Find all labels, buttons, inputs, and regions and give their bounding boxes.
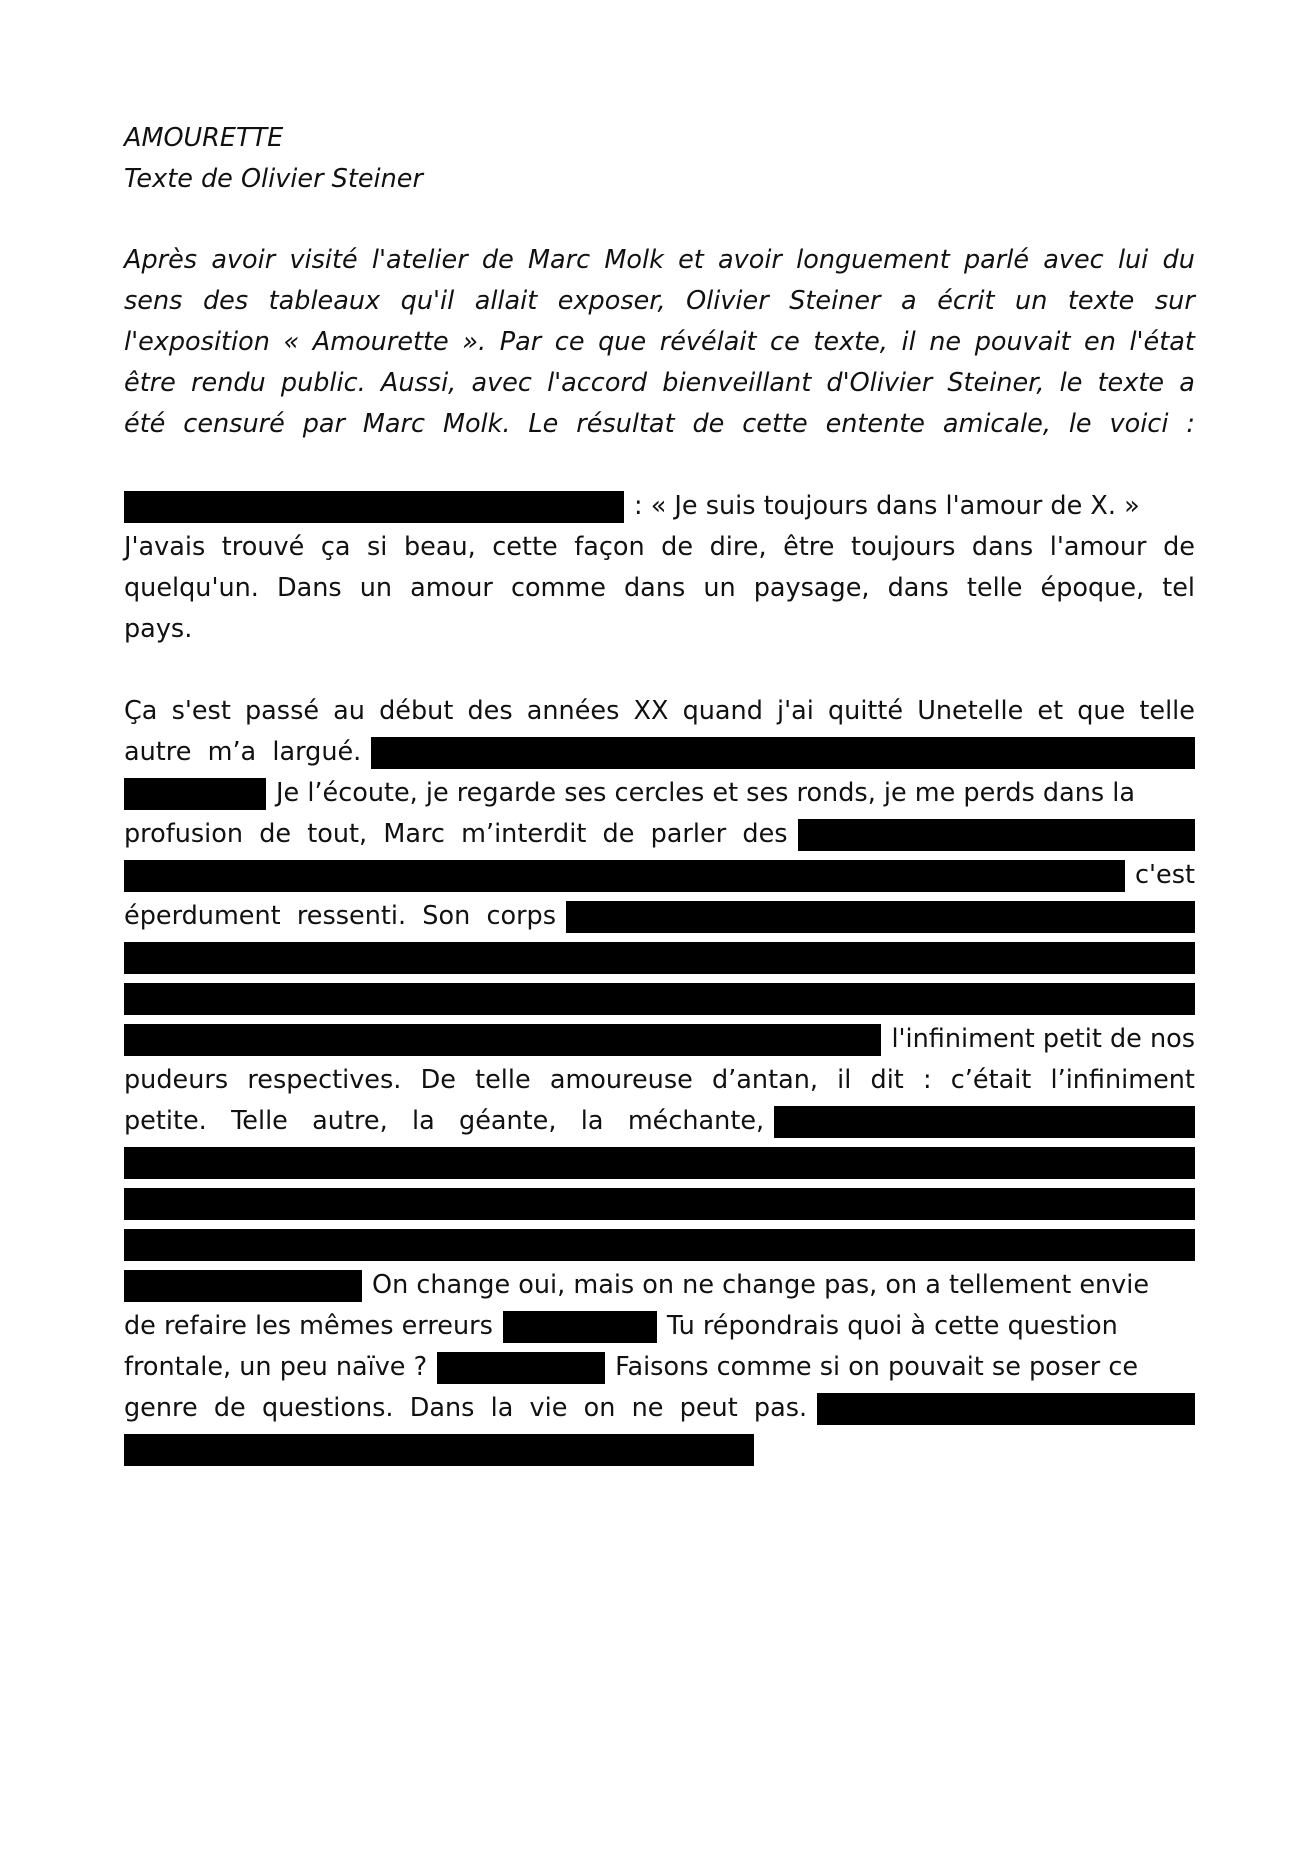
redaction-bar (124, 1229, 1195, 1261)
word: comme (510, 573, 606, 603)
word: dans (971, 532, 1034, 562)
word: l'état (1129, 327, 1195, 357)
word: censuré (183, 409, 285, 439)
word: pouvait (974, 327, 1071, 357)
word: s'est (171, 696, 231, 726)
word: façon (574, 532, 645, 562)
word: un (703, 573, 736, 603)
word: résultat (576, 409, 675, 439)
body-text: Je l’écoute, je regarde ses cercles et ses ronds, je me perds dans la (276, 778, 1135, 808)
word: Marc (362, 409, 426, 439)
word: allait (474, 286, 538, 316)
word: trouvé (221, 532, 305, 562)
word: respectives. (247, 1065, 402, 1095)
word: du (1162, 245, 1195, 275)
word: un (359, 573, 393, 603)
word: ça (320, 532, 351, 562)
word: être (783, 532, 835, 562)
redaction-bar (774, 1106, 1195, 1138)
redaction-bar (817, 1393, 1195, 1425)
word: époque, (1040, 573, 1145, 603)
redaction-bar (124, 1147, 1195, 1179)
word: Steiner, (947, 368, 1045, 398)
word: de (661, 532, 694, 562)
word: pudeurs (124, 1065, 229, 1095)
word: toujours (850, 532, 956, 562)
word: et (1037, 696, 1064, 726)
word: Ça (124, 696, 158, 726)
word: cette (742, 409, 808, 439)
word: le (1068, 409, 1092, 439)
redaction-bar (124, 1188, 1195, 1220)
word: des (467, 696, 513, 726)
word: d'Olivier (826, 368, 933, 398)
word: entente (825, 409, 925, 439)
word: l'amour (1049, 532, 1147, 562)
word: dans (887, 573, 949, 603)
word: public. (280, 368, 366, 398)
redaction-bar (437, 1352, 605, 1384)
body-text: de refaire les mêmes erreurs (124, 1311, 493, 1341)
redaction-bar (124, 1024, 881, 1056)
word: tableaux (268, 286, 381, 316)
word: de (692, 409, 725, 439)
word: Steiner (789, 286, 881, 316)
word: en (1084, 327, 1116, 357)
body-text: frontale, un peu naïve ? (124, 1352, 428, 1382)
word: des (202, 286, 249, 316)
redaction-bar (124, 860, 1125, 892)
redaction-bar (124, 983, 1195, 1015)
word: Unetelle (917, 696, 1024, 726)
word: que (1077, 696, 1126, 726)
document-title: AMOURETTE (124, 123, 284, 153)
word: il (837, 1065, 852, 1095)
word: visité (289, 245, 358, 275)
redaction-bar (798, 819, 1195, 851)
body-text: genre de questions. Dans la vie on ne peut pas. (124, 1393, 808, 1423)
body-text: Tu répondrais quoi à cette question (666, 1311, 1118, 1341)
word: l'accord (547, 368, 648, 398)
word: l'atelier (371, 245, 468, 275)
word: paysage, (753, 573, 870, 603)
body-text: Faisons comme si on pouvait se poser ce (615, 1352, 1139, 1382)
word: de (1163, 532, 1195, 562)
word: Dans (276, 573, 342, 603)
body-text: On change oui, mais on ne change pas, on a tellement envie (372, 1270, 1150, 1300)
word: un (1015, 286, 1048, 316)
word: « (283, 327, 300, 357)
body-text: l'infiniment petit de nos (891, 1024, 1195, 1054)
word: avoir (718, 245, 782, 275)
word: dire, (709, 532, 767, 562)
body-text: profusion de tout, Marc m’interdit de parler des (124, 819, 788, 849)
word: tel (1162, 573, 1195, 603)
word: longuement (796, 245, 950, 275)
word: Aussi, (380, 368, 457, 398)
word: dans (624, 573, 686, 603)
body-text: c'est (1134, 860, 1195, 890)
word: il (901, 327, 916, 357)
word: avec (1043, 245, 1104, 275)
word: qu'il (400, 286, 455, 316)
word: l’infiniment (1050, 1065, 1195, 1095)
word: quitté (827, 696, 904, 726)
word: passé (244, 696, 320, 726)
body-text: autre m’a largué. (124, 737, 362, 767)
word: ». (462, 327, 487, 357)
word: Molk. (442, 409, 511, 439)
word: XX (633, 696, 669, 726)
word: a (1179, 368, 1195, 398)
redaction-bar (124, 491, 624, 523)
redaction-bar (503, 1311, 657, 1343)
word: écrit (937, 286, 995, 316)
word: sur (1154, 286, 1195, 316)
document-byline: Texte de Olivier Steiner (124, 164, 423, 194)
body-line (124, 1425, 1195, 1474)
word: amicale, (942, 409, 1051, 439)
word: exposer, (557, 286, 666, 316)
word: être (124, 368, 176, 398)
redaction-bar (124, 942, 1195, 974)
word: années (526, 696, 620, 726)
word: ce (770, 327, 800, 357)
word: d’antan, (712, 1065, 818, 1095)
word: c’était (950, 1065, 1032, 1095)
word: ne (929, 327, 962, 357)
redaction-bar (124, 778, 266, 810)
word: si (367, 532, 388, 562)
word: le (1059, 368, 1083, 398)
word: : (1186, 409, 1195, 439)
word: quelqu'un. (124, 573, 259, 603)
word: telle (1139, 696, 1195, 726)
intro-line (124, 400, 1195, 449)
word: et (678, 245, 704, 275)
word: au (333, 696, 365, 726)
body-text: : « Je suis toujours dans l'amour de X. » (634, 491, 1140, 521)
word: été (124, 409, 166, 439)
word: Par (499, 327, 542, 357)
word: lui (1117, 245, 1149, 275)
body-line: pays. (124, 614, 193, 644)
redaction-bar (124, 1434, 754, 1466)
word: telle (966, 573, 1023, 603)
word: Olivier (686, 286, 769, 316)
word: : (923, 1065, 932, 1095)
word: rendu (191, 368, 266, 398)
word: texte (1097, 368, 1165, 398)
word: avoir (211, 245, 276, 275)
word: parlé (963, 245, 1030, 275)
redaction-bar (371, 737, 1195, 769)
word: sens (124, 286, 183, 316)
word: telle (475, 1065, 531, 1095)
word: Après (124, 245, 198, 275)
word: par (302, 409, 345, 439)
word: Molk (604, 245, 664, 275)
word: de (481, 245, 514, 275)
word: Le (528, 409, 559, 439)
word: dit (870, 1065, 904, 1095)
redaction-bar (566, 901, 1195, 933)
word: De (420, 1065, 456, 1095)
body-text: petite. Telle autre, la géante, la méchante, (124, 1106, 765, 1136)
body-text: éperdument ressenti. Son corps (124, 901, 557, 931)
word: l'exposition (124, 327, 270, 357)
word: a (901, 286, 917, 316)
word: début (379, 696, 454, 726)
word: révélait (659, 327, 757, 357)
word: Amourette (312, 327, 449, 357)
word: texte, (813, 327, 888, 357)
redaction-bar (124, 1270, 362, 1302)
word: texte (1067, 286, 1135, 316)
word: J'avais (124, 532, 206, 562)
word: amour (410, 573, 493, 603)
word: j'ai (777, 696, 814, 726)
word: cette (492, 532, 558, 562)
word: bienveillant (662, 368, 812, 398)
word: voici (1109, 409, 1169, 439)
word: beau, (403, 532, 476, 562)
word: Marc (528, 245, 591, 275)
word: quand (682, 696, 763, 726)
word: ce (554, 327, 585, 357)
word: amoureuse (549, 1065, 693, 1095)
word: avec (471, 368, 532, 398)
word: que (598, 327, 647, 357)
